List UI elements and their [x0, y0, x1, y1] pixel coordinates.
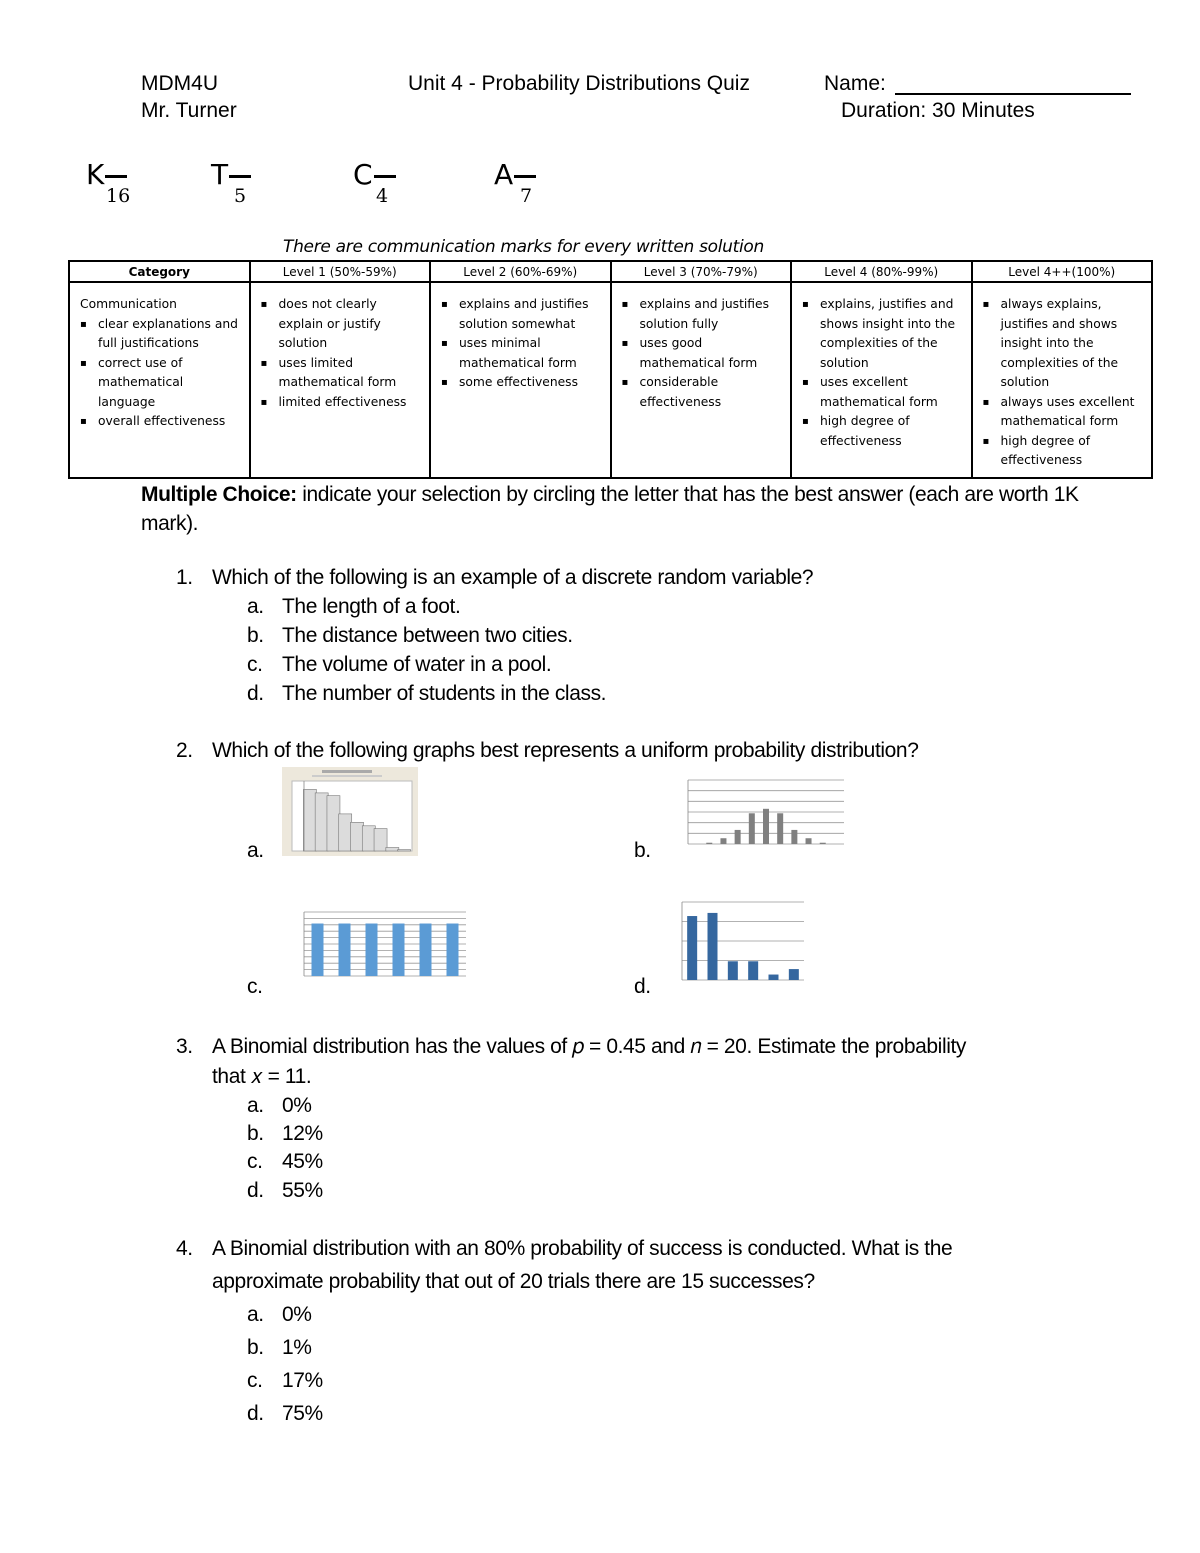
- list-item: ▪ high degree of effectiveness: [802, 412, 961, 451]
- category-cell: [69, 282, 250, 478]
- category-title: Communication: [80, 297, 177, 311]
- option-letter[interactable]: a.: [247, 595, 264, 618]
- list-item: ▪ uses limited mathematical form: [261, 354, 420, 393]
- list-item: ▪ overall effectiveness: [80, 412, 239, 432]
- option-letter[interactable]: b.: [247, 624, 264, 647]
- mc-intro-text: indicate your selection by circling the letter that has the best answer (each are worth 1K mark).: [141, 483, 1079, 535]
- list-item: ▪ uses minimal mathematical form: [441, 334, 600, 373]
- question-number: 3.: [176, 1035, 193, 1058]
- header-category: Category: [69, 261, 250, 282]
- q4-option-a[interactable]: [247, 1303, 312, 1327]
- mark-k: K: [86, 158, 127, 191]
- header-level-2: Level 2 (60%-69%): [430, 261, 611, 282]
- bar: [748, 961, 758, 980]
- list-item: ▪ correct use of mathematical language: [80, 354, 239, 413]
- list-item: ▪ explains and justifies solution somewhat: [441, 295, 600, 334]
- q3-option-d[interactable]: [247, 1179, 323, 1203]
- list-item: ▪ does not clearly explain or justify solution: [261, 295, 420, 354]
- bar: [735, 830, 741, 844]
- bar: [687, 916, 697, 980]
- question-text: Which of the following graphs best represents a uniform probability distribution?: [212, 739, 919, 762]
- level-2-cell: [430, 282, 611, 478]
- bar: [791, 830, 797, 844]
- mc-label: Multiple Choice:: [141, 483, 297, 506]
- bar: [327, 796, 340, 851]
- q3-option-b[interactable]: [247, 1122, 323, 1146]
- mark-a: A: [494, 158, 536, 191]
- course-code: MDM4U: [141, 72, 218, 95]
- q1-option-c[interactable]: [247, 653, 551, 677]
- bar: [728, 961, 738, 980]
- option-letter[interactable]: c.: [247, 653, 263, 676]
- bar: [339, 814, 352, 851]
- bar: [806, 838, 812, 844]
- q4-option-b[interactable]: [247, 1336, 312, 1360]
- bar: [420, 924, 432, 976]
- question-number: 2.: [176, 739, 193, 762]
- level-4-cell: [791, 282, 972, 478]
- quiz-title: Unit 4 - Probability Distributions Quiz: [408, 72, 750, 95]
- q2-option-d[interactable]: d.: [634, 975, 651, 998]
- question-number: 4.: [176, 1237, 193, 1260]
- question-number: 1.: [176, 566, 193, 589]
- bar: [386, 848, 399, 852]
- option-letter[interactable]: b.: [247, 1122, 264, 1145]
- option-text: 75%: [282, 1402, 323, 1425]
- rubric-header-row: [69, 261, 1152, 282]
- option-letter[interactable]: a.: [247, 1303, 264, 1326]
- name-line[interactable]: [895, 93, 1131, 95]
- option-letter[interactable]: a.: [247, 1094, 264, 1117]
- bar: [362, 826, 375, 851]
- level-1-cell: [250, 282, 431, 478]
- bar: [366, 924, 378, 976]
- bar: [706, 843, 712, 844]
- option-text: 45%: [282, 1150, 323, 1173]
- option-letter[interactable]: c.: [247, 1369, 263, 1392]
- list-item: ▪ limited effectiveness: [261, 393, 420, 413]
- mark-a-total: 7: [520, 185, 533, 207]
- mark-k-total: 16: [106, 185, 131, 207]
- option-letter[interactable]: b.: [247, 1336, 264, 1359]
- question-text: A Binomial distribution with an 80% probability of success is conducted. What is the: [212, 1237, 953, 1260]
- mc-instructions: [141, 480, 1081, 538]
- option-letter[interactable]: c.: [247, 1150, 263, 1173]
- graph-b-binomial: [660, 776, 846, 852]
- bar: [708, 913, 718, 980]
- q4-option-c[interactable]: [247, 1369, 323, 1393]
- rubric-table: [68, 260, 1153, 479]
- duration: Duration: 30 Minutes: [841, 99, 1035, 122]
- bar: [789, 969, 799, 980]
- option-letter[interactable]: d.: [247, 1179, 264, 1202]
- bar: [374, 829, 387, 851]
- name-label: Name:: [824, 72, 886, 95]
- option-text: 12%: [282, 1122, 323, 1145]
- list-item: ▪ considerable effectiveness: [622, 373, 781, 412]
- q1-option-b[interactable]: [247, 624, 573, 648]
- question-text-continued: that 𝑥 = 11.: [212, 1065, 312, 1088]
- option-text: The volume of water in a pool.: [282, 653, 552, 676]
- list-item: ▪ always explains, justifies and shows insight into the complexities of the solution: [983, 295, 1142, 393]
- list-item: ▪ high degree of effectiveness: [983, 432, 1142, 471]
- option-text: 0%: [282, 1094, 312, 1117]
- q3-option-a[interactable]: [247, 1094, 312, 1118]
- option-text: The length of a foot.: [282, 595, 461, 618]
- option-letter[interactable]: d.: [247, 1402, 264, 1425]
- list-item: ▪ always uses excellent mathematical form: [983, 393, 1142, 432]
- header-level-3: Level 3 (70%-79%): [611, 261, 792, 282]
- bar: [339, 924, 351, 976]
- graph-c-uniform: [282, 908, 467, 992]
- bar: [351, 822, 364, 851]
- level-3-cell: [611, 282, 792, 478]
- bar: [777, 813, 783, 844]
- q3-option-c[interactable]: [247, 1150, 323, 1174]
- bar: [763, 809, 769, 844]
- q1-option-d[interactable]: [247, 682, 606, 706]
- list-item: ▪ uses excellent mathematical form: [802, 373, 961, 412]
- teacher-name: Mr. Turner: [141, 99, 237, 122]
- header-level-4plus: Level 4++(100%): [972, 261, 1153, 282]
- rubric-note: There are communication marks for every written solution: [283, 237, 764, 257]
- q2-option-c[interactable]: c.: [247, 975, 263, 998]
- q1-option-a[interactable]: [247, 595, 460, 619]
- option-text: 55%: [282, 1179, 323, 1202]
- mark-t-total: 5: [234, 185, 247, 207]
- bar: [315, 793, 328, 851]
- mark-c-total: 4: [376, 185, 389, 207]
- question-text: A Binomial distribution has the values of 𝑝 = 0.45 and 𝑛 = 20. Estimate the probability: [212, 1035, 967, 1058]
- list-item: ▪ explains, justifies and shows insight into the complexities of the solution: [802, 295, 961, 373]
- option-text: 0%: [282, 1303, 312, 1326]
- bar: [398, 850, 411, 851]
- option-text: The distance between two cities.: [282, 624, 573, 647]
- bar: [749, 813, 755, 844]
- header-level-4: Level 4 (80%-99%): [791, 261, 972, 282]
- option-text: 1%: [282, 1336, 312, 1359]
- question-text: Which of the following is an example of a discrete random variable?: [212, 566, 814, 589]
- mark-t: T: [211, 158, 251, 191]
- question-text-continued: approximate probability that out of 20 trials there are 15 successes?: [212, 1270, 815, 1293]
- q2-option-b[interactable]: b.: [634, 839, 651, 862]
- bar: [720, 838, 726, 844]
- bar: [769, 975, 779, 980]
- list-item: ▪ uses good mathematical form: [622, 334, 781, 373]
- mark-c: C: [353, 158, 396, 191]
- rubric-row-communication: [69, 282, 1152, 478]
- option-text: 17%: [282, 1369, 323, 1392]
- list-item: ▪ explains and justifies solution fully: [622, 295, 781, 334]
- option-letter[interactable]: d.: [247, 682, 264, 705]
- q4-option-d[interactable]: [247, 1402, 323, 1426]
- q2-option-a[interactable]: a.: [247, 839, 264, 862]
- bar: [820, 843, 826, 844]
- option-text: The number of students in the class.: [282, 682, 607, 705]
- graph-d-colors: [660, 898, 806, 990]
- list-item: ▪ clear explanations and full justifications: [80, 315, 239, 354]
- header-level-1: Level 1 (50%-59%): [250, 261, 431, 282]
- bar: [393, 924, 405, 976]
- bar: [447, 924, 459, 976]
- bar: [303, 789, 316, 851]
- list-item: ▪ some effectiveness: [441, 373, 600, 393]
- graph-a-histogram: [282, 767, 418, 856]
- bar: [312, 924, 324, 976]
- level-4plus-cell: [972, 282, 1153, 478]
